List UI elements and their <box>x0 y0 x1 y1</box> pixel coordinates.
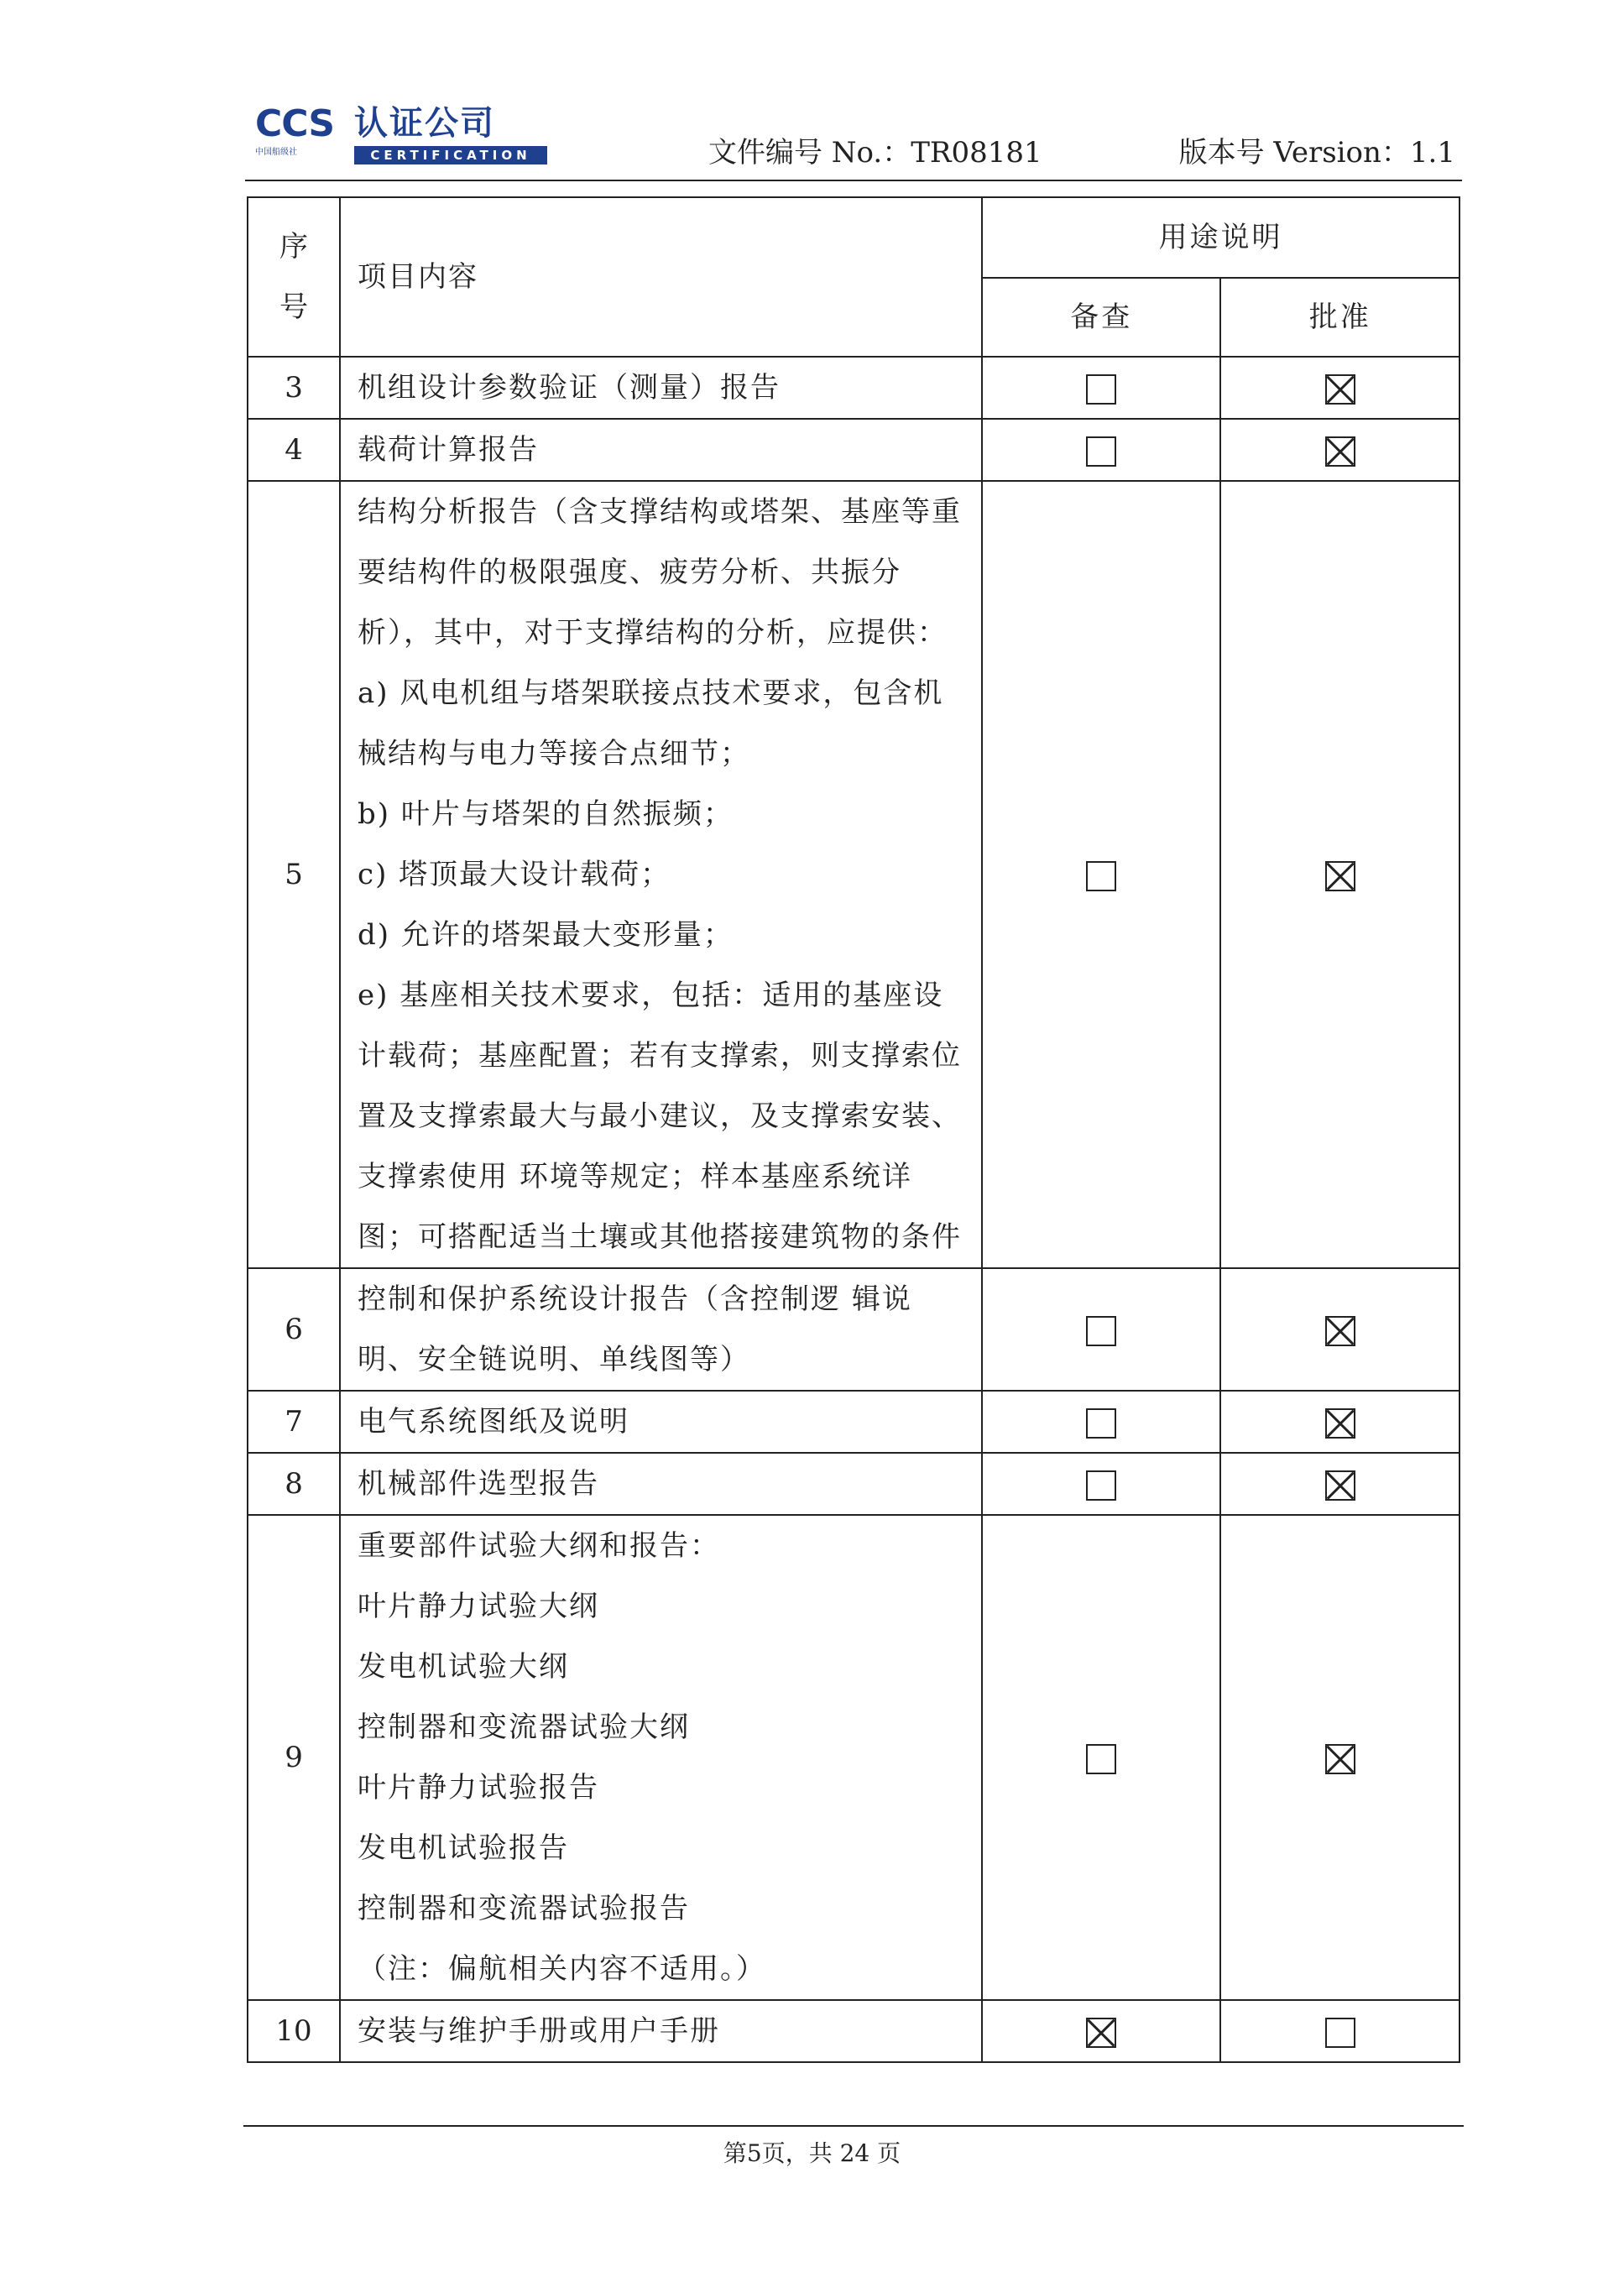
row-approve-cell <box>1220 1515 1460 2000</box>
empty-checkbox-icon[interactable] <box>1325 2018 1355 2048</box>
row-item-content <box>340 1515 982 2000</box>
column-header-record: 备查 <box>982 278 1221 357</box>
item-line: 机械部件选型报告 <box>358 1467 600 1501</box>
document-list-table <box>247 196 1460 2063</box>
row-record-cell <box>982 357 1221 419</box>
row-number: 6 <box>248 1268 340 1391</box>
row-record-cell <box>982 481 1221 1268</box>
row-record-cell <box>982 2000 1221 2062</box>
row-number: 10 <box>248 2000 340 2062</box>
item-line: 电气系统图纸及说明 <box>358 1405 630 1439</box>
row-record-cell <box>982 1453 1221 1515</box>
empty-checkbox-icon[interactable] <box>1086 861 1116 891</box>
footer-divider <box>243 2125 1464 2127</box>
item-line: 机组设计参数验证（测量）报告 <box>358 371 781 405</box>
row-approve-cell <box>1220 481 1460 1268</box>
row-item-content <box>340 481 982 1268</box>
ccs-logo <box>255 102 557 170</box>
row-number: 5 <box>248 481 340 1268</box>
logo-sub-text: 中国船级社 <box>255 148 297 157</box>
checked-box-icon[interactable] <box>1325 436 1355 467</box>
table-row <box>248 481 1460 1268</box>
row-approve-cell <box>1220 2000 1460 2062</box>
logo-cn-text: 认证公司 <box>354 104 495 143</box>
row-item-content <box>340 1453 982 1515</box>
row-number: 3 <box>248 357 340 419</box>
version-number: 版本号 Version：1.1 <box>1178 136 1455 170</box>
empty-checkbox-icon[interactable] <box>1086 374 1116 405</box>
page-number: 第5页，共 24 页 <box>723 2139 901 2167</box>
column-header-approve: 批准 <box>1220 278 1460 357</box>
item-line: 控制器和变流器试验报告 <box>358 1892 691 1925</box>
table-row <box>248 1453 1460 1515</box>
row-record-cell <box>982 1268 1221 1391</box>
item-line: （注：偏航相关内容不适用。） <box>358 1952 767 1986</box>
table-row <box>248 2000 1460 2062</box>
checked-box-icon[interactable] <box>1325 374 1355 405</box>
checked-box-icon[interactable] <box>1325 1408 1355 1439</box>
row-record-cell <box>982 1515 1221 2000</box>
item-line: c) 塔顶最大设计载荷； <box>358 858 671 891</box>
empty-checkbox-icon[interactable] <box>1086 1470 1116 1501</box>
column-header-no: 序 号 <box>248 197 340 357</box>
item-line: 发电机试验报告 <box>358 1831 570 1865</box>
empty-checkbox-icon[interactable] <box>1086 1408 1116 1439</box>
item-line: d) 允许的塔架最大变形量； <box>358 918 734 952</box>
item-line: b) 叶片与塔架的自然振频； <box>358 797 734 831</box>
row-item-content <box>340 1391 982 1453</box>
header-divider <box>245 180 1462 181</box>
page-header <box>245 99 1462 185</box>
table-row <box>248 1391 1460 1453</box>
row-item-content <box>340 2000 982 2062</box>
empty-checkbox-icon[interactable] <box>1086 1316 1116 1346</box>
table-header-row <box>248 197 1460 278</box>
row-item-content <box>340 419 982 481</box>
item-line: 叶片静力试验大纲 <box>358 1590 600 1623</box>
row-record-cell <box>982 1391 1221 1453</box>
table-row <box>248 1268 1460 1391</box>
row-approve-cell <box>1220 1391 1460 1453</box>
item-line: 安装与维护手册或用户手册 <box>358 2014 721 2048</box>
logo-ccs-text: CCS <box>255 102 335 145</box>
row-number: 9 <box>248 1515 340 2000</box>
row-approve-cell <box>1220 357 1460 419</box>
item-line: 结构分析报告（含支撑结构或塔架、基座等重要结构件的极限强度、疲劳分析、共振分析），其中，对于支撑结构的分析，应提供： <box>358 495 963 650</box>
empty-checkbox-icon[interactable] <box>1086 1744 1116 1774</box>
item-line: 重要部件试验大纲和报告： <box>358 1529 721 1563</box>
row-number: 7 <box>248 1391 340 1453</box>
row-approve-cell <box>1220 419 1460 481</box>
item-line: 发电机试验大纲 <box>358 1650 570 1684</box>
checked-box-icon[interactable] <box>1325 861 1355 891</box>
row-number: 4 <box>248 419 340 481</box>
row-record-cell <box>982 419 1221 481</box>
checked-box-icon[interactable] <box>1325 1470 1355 1501</box>
table-body <box>248 357 1460 2062</box>
row-item-content <box>340 357 982 419</box>
table-row <box>248 419 1460 481</box>
checked-box-icon[interactable] <box>1325 1316 1355 1346</box>
empty-checkbox-icon[interactable] <box>1086 436 1116 467</box>
row-approve-cell <box>1220 1268 1460 1391</box>
column-header-usage: 用途说明 <box>982 197 1460 278</box>
item-line: 叶片静力试验报告 <box>358 1771 600 1804</box>
logo-certification-band: CERTIFICATION <box>354 146 547 165</box>
item-line: 控制器和变流器试验大纲 <box>358 1710 691 1744</box>
item-line: a) 风电机组与塔架联接点技术要求，包含机械结构与电力等接合点细节； <box>358 676 944 770</box>
column-header-item: 项目内容 <box>340 197 982 357</box>
item-line: 控制和保护系统设计报告（含控制逻 辑说明、安全链说明、单线图等） <box>358 1282 912 1376</box>
table-row <box>248 357 1460 419</box>
table-row <box>248 1515 1460 2000</box>
item-line: 载荷计算报告 <box>358 433 540 467</box>
checked-box-icon[interactable] <box>1086 2018 1116 2048</box>
row-item-content <box>340 1268 982 1391</box>
document-number: 文件编号 No.：TR08181 <box>708 136 1042 170</box>
checked-box-icon[interactable] <box>1325 1744 1355 1774</box>
item-line: e) 基座相关技术要求，包括：适用的基座设计载荷；基座配置；若有支撑索，则支撑索位置及支撑索最大与最小建议，及支撑索安装、支撑索使用 环境等规定；样本基座系统详图；可搭配适当土壤或其他搭接建筑物的条件 <box>358 979 963 1254</box>
row-number: 8 <box>248 1453 340 1515</box>
row-approve-cell <box>1220 1453 1460 1515</box>
